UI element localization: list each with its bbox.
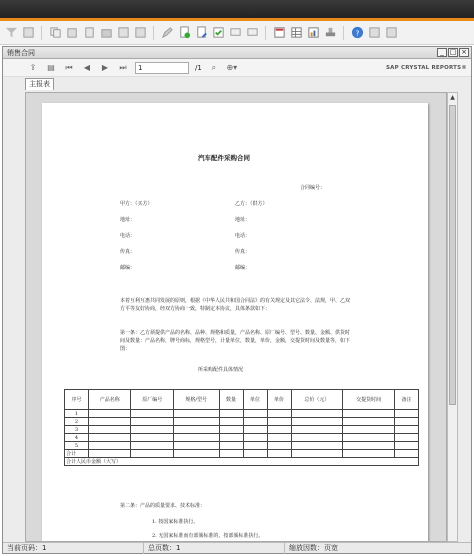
party-b-phone: 电话： xyxy=(235,233,251,239)
help-icon[interactable] xyxy=(350,26,364,40)
table-row xyxy=(65,434,419,442)
total-row xyxy=(65,450,419,458)
next-page-icon[interactable]: ▶ xyxy=(101,63,109,72)
stamp-icon[interactable] xyxy=(323,26,337,40)
comment-icon[interactable] xyxy=(228,26,242,40)
zoom-icon[interactable]: ⊕▾ xyxy=(226,63,238,72)
party-b-label: 乙方：（供方） xyxy=(235,201,268,207)
check-icon[interactable] xyxy=(211,26,225,40)
status-bar xyxy=(3,542,471,553)
chart-icon[interactable] xyxy=(306,26,320,40)
message-icon[interactable] xyxy=(245,26,259,40)
scroll-up-icon[interactable]: ▲ xyxy=(450,94,455,101)
report-page xyxy=(42,103,428,542)
clause-1: 第一条：乙方须提供产品的名称、品种、规格和质量，产品名称、原厂编号、型号、数量、金额、供货时间及数量：产品名称，牌号商标，规格型号，计量单位，数量，单价，金额，交提货时间及数量等，如下图： xyxy=(120,330,351,352)
party-a-phone: 电话： xyxy=(120,233,136,239)
edit-icon[interactable] xyxy=(160,26,174,40)
col-total: 总价（元） xyxy=(291,390,343,410)
report-icon[interactable] xyxy=(272,26,286,40)
table-row xyxy=(65,418,419,426)
print-report-icon[interactable]: ▤ xyxy=(47,63,55,72)
edit-doc-icon[interactable] xyxy=(194,26,208,40)
party-b-address: 地址： xyxy=(235,217,251,223)
tab-main-report[interactable]: 主报表 xyxy=(25,78,54,90)
party-a-label: 甲方：（买方） xyxy=(120,201,153,207)
contract-number: 合同编号： xyxy=(300,185,326,191)
table-icon[interactable] xyxy=(289,26,303,40)
contract-title: 汽车配件采购合同 xyxy=(198,154,250,162)
table-row xyxy=(65,410,419,418)
status-zoom: 缩放因数：页宽 xyxy=(289,544,338,552)
row-index: 4 xyxy=(65,434,89,442)
col-remarks: 备注 xyxy=(394,390,418,410)
col-unit-price: 单价 xyxy=(267,390,291,410)
new-doc-icon[interactable] xyxy=(177,26,191,40)
status-total-pages: 总页数：1 xyxy=(148,544,181,552)
intro-paragraph: 本着互利互惠共同发展的原则，根据《中华人民共和国合同法》的有关规定及其它法令、法规，甲、乙双方平等友好协商，经双方协商一致，特制定本协议，具体条款如下： xyxy=(120,298,351,312)
table-header-row xyxy=(65,390,419,410)
col-spec: 规格/型号 xyxy=(173,390,219,410)
status-current-page: 当前页码：1 xyxy=(7,544,47,552)
party-a-address: 地址： xyxy=(120,217,136,223)
search-icon[interactable]: ⌕ xyxy=(211,62,217,72)
brand-label: SAP CRYSTAL REPORTS® xyxy=(386,64,467,71)
main-toolbar xyxy=(0,21,474,45)
total-rmb-row xyxy=(65,458,419,466)
print-icon[interactable] xyxy=(367,26,381,40)
maximize-button[interactable]: □ xyxy=(449,48,457,56)
prev-page-icon[interactable]: ◀ xyxy=(83,63,91,72)
row-index: 5 xyxy=(65,442,89,450)
total-label: 合计 xyxy=(65,450,89,458)
cut-icon[interactable] xyxy=(82,26,96,40)
first-page-icon[interactable]: ⏮ xyxy=(65,62,73,72)
clause-2-item-2: 2. 无国家标准而有部颁标准的，按部颁标准执行。 xyxy=(152,533,264,539)
report-tabs xyxy=(3,77,471,90)
window-title: 销售合同 xyxy=(7,48,35,57)
clause-2: 第二条：产品的质量要求、技术标准： xyxy=(120,503,206,509)
party-b-postcode: 邮编： xyxy=(235,265,251,271)
export-report-icon[interactable]: ⇪ xyxy=(29,63,37,72)
report-window xyxy=(2,46,472,554)
table-caption: 所采购配件具体情况 xyxy=(198,367,244,373)
filter-icon[interactable] xyxy=(4,26,18,40)
product-table xyxy=(64,389,419,466)
export-icon[interactable] xyxy=(99,26,113,40)
row-index: 3 xyxy=(65,426,89,434)
last-page-icon[interactable]: ⏭ xyxy=(119,62,127,72)
clause-2-item-1: 1. 按国家标准执行。 xyxy=(152,519,199,525)
total-rmb-label: 合计人民币金额（大写） xyxy=(65,458,419,466)
table-row xyxy=(65,426,419,434)
link-icon[interactable] xyxy=(133,26,147,40)
move-icon[interactable] xyxy=(116,26,130,40)
viewer-toolbar xyxy=(3,59,471,77)
page-total: /1 xyxy=(195,63,202,72)
col-delivery-time: 交提货时间 xyxy=(343,390,395,410)
vertical-scrollbar[interactable] xyxy=(447,92,458,542)
party-a-postcode: 邮编： xyxy=(120,265,136,271)
col-oem-code: 原厂编号 xyxy=(131,390,173,410)
col-index: 序号 xyxy=(65,390,89,410)
report-canvas[interactable] xyxy=(25,92,447,542)
copy-icon[interactable] xyxy=(48,26,62,40)
grid-icon[interactable] xyxy=(21,26,35,40)
party-b-fax: 传真： xyxy=(235,249,251,255)
col-unit: 单位 xyxy=(243,390,267,410)
page-input[interactable]: 1 xyxy=(135,62,189,74)
col-product-name: 产品名称 xyxy=(89,390,131,410)
svg-text:?: ? xyxy=(355,28,359,38)
minimize-button[interactable]: _ xyxy=(437,48,447,57)
col-quantity: 数量 xyxy=(219,390,243,410)
paste-icon[interactable] xyxy=(65,26,79,40)
row-index: 1 xyxy=(65,410,89,418)
window-titlebar xyxy=(3,47,471,59)
scroll-thumb[interactable] xyxy=(449,105,456,405)
top-dark-bar xyxy=(0,0,474,18)
close-button[interactable]: × xyxy=(459,48,469,57)
table-row xyxy=(65,442,419,450)
close-doc-icon[interactable] xyxy=(384,26,398,40)
party-a-fax: 传真： xyxy=(120,249,136,255)
row-index: 2 xyxy=(65,418,89,426)
